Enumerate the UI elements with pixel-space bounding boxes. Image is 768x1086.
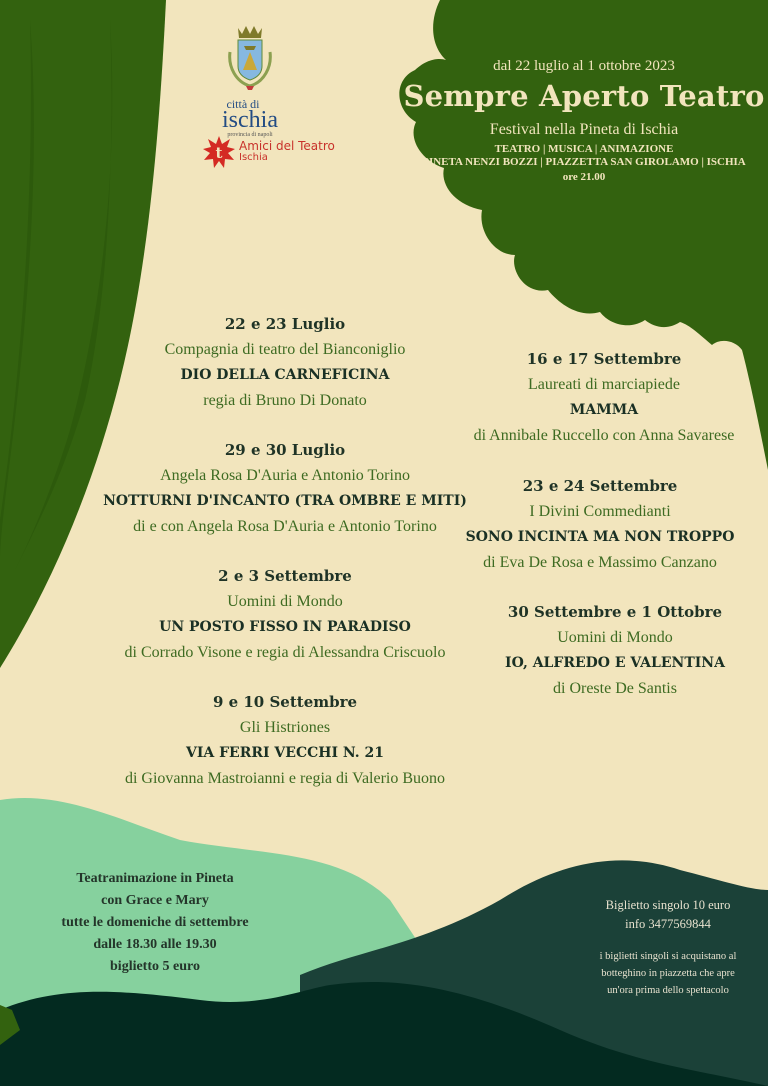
city-logo-line1: città di — [226, 97, 260, 111]
festival-categories: TEATRO | MUSICA | ANIMAZIONE — [494, 143, 674, 155]
svg-text:t: t — [215, 144, 223, 162]
event-date: 16 e 17 Settembre — [526, 350, 682, 368]
ticket-price: Biglietto singolo 10 euro — [605, 898, 731, 912]
event-company: Compagnia di teatro del Bianconiglio — [164, 341, 406, 358]
city-of-ischia-logo — [205, 22, 295, 138]
festival-time: ore 21.00 — [562, 171, 606, 183]
event-4 — [440, 347, 768, 449]
event-date: 9 e 10 Settembre — [212, 693, 358, 711]
animation-line: Teatranimazione in Pineta — [76, 871, 234, 886]
animation-line: biglietto 5 euro — [110, 959, 200, 974]
coat-of-arms-icon — [224, 22, 276, 94]
event-title: VIA FERRI VECCHI N. 21 — [185, 745, 385, 761]
ticket-info — [580, 896, 756, 999]
event-title: IO, ALFREDO E VALENTINA — [505, 655, 725, 671]
event-credit: di Annibale Ruccello con Anna Savarese — [473, 427, 735, 444]
animation-info — [30, 868, 280, 978]
amici-del-teatro-logo — [202, 135, 352, 169]
event-credit: di Oreste De Santis — [553, 680, 677, 697]
event-2 — [90, 564, 480, 666]
event-date: 22 e 23 Luglio — [224, 315, 346, 333]
animation-line: tutte le domeniche di settembre — [61, 915, 249, 930]
event-title: DIO DELLA CARNEFICINA — [180, 367, 390, 383]
event-company: Uomini di Mondo — [557, 629, 673, 646]
event-company: Angela Rosa D'Auria e Antonio Torino — [160, 467, 410, 484]
ticket-note-line: i biglietti singoli si acquistano al — [599, 951, 737, 962]
event-title: SONO INCINTA MA NON TROPPO — [465, 529, 735, 545]
festival-title: Sempre Aperto Teatro — [403, 79, 765, 113]
event-date: 30 Settembre e 1 Ottobre — [507, 603, 723, 621]
ticket-note-line: un'ora prima dello spettacolo — [607, 985, 729, 996]
event-credit: di e con Angela Rosa D'Auria e Antonio Torino — [133, 518, 437, 535]
event-0 — [100, 312, 470, 414]
event-company: Uomini di Mondo — [227, 593, 343, 610]
event-company: I Divini Commedianti — [529, 503, 671, 520]
event-credit: regia di Bruno Di Donato — [203, 392, 367, 409]
event-credit: di Corrado Visone e regia di Alessandra Criscuolo — [124, 644, 446, 661]
event-credit: di Eva De Rosa e Massimo Canzano — [483, 554, 717, 571]
event-title: NOTTURNI D'INCANTO (TRA OMBRE E MITI) — [103, 493, 467, 509]
event-company: Laureati di marciapiede — [528, 376, 680, 393]
event-credit: di Giovanna Mastroianni e regia di Valerio Buono — [124, 770, 446, 787]
festival-date-range: dal 22 luglio al 1 ottobre 2023 — [493, 58, 675, 74]
festival-subtitle: Festival nella Pineta di Ischia — [489, 121, 679, 138]
city-logo-line3: provincia di napoli — [227, 132, 273, 138]
event-date: 23 e 24 Settembre — [522, 477, 678, 495]
festival-venues: PINETA NENZI BOZZI | PIAZZETTA SAN GIROLAMO | ISCHIA — [422, 156, 746, 168]
event-title: MAMMA — [569, 402, 639, 418]
city-logo-line2: ischia — [222, 107, 278, 133]
event-title: UN POSTO FISSO IN PARADISO — [159, 619, 411, 635]
animation-line: con Grace e Mary — [101, 893, 209, 908]
amici-logo-line1: Amici del Teatro — [239, 139, 335, 154]
starburst-t-icon — [202, 135, 236, 169]
festival-header — [400, 58, 768, 183]
event-5 — [445, 474, 755, 576]
ticket-note-line: botteghino in piazzetta che apre — [601, 968, 735, 979]
event-date: 29 e 30 Luglio — [224, 441, 346, 459]
event-1 — [95, 438, 475, 540]
event-date: 2 e 3 Settembre — [218, 567, 352, 585]
event-company: Gli Histriones — [239, 719, 331, 736]
animation-line: dalle 18.30 alle 19.30 — [93, 937, 217, 952]
event-3 — [90, 690, 480, 792]
ticket-phone: info 3477569844 — [625, 917, 711, 931]
event-6 — [470, 600, 760, 702]
amici-logo-line2: Ischia — [239, 152, 268, 164]
